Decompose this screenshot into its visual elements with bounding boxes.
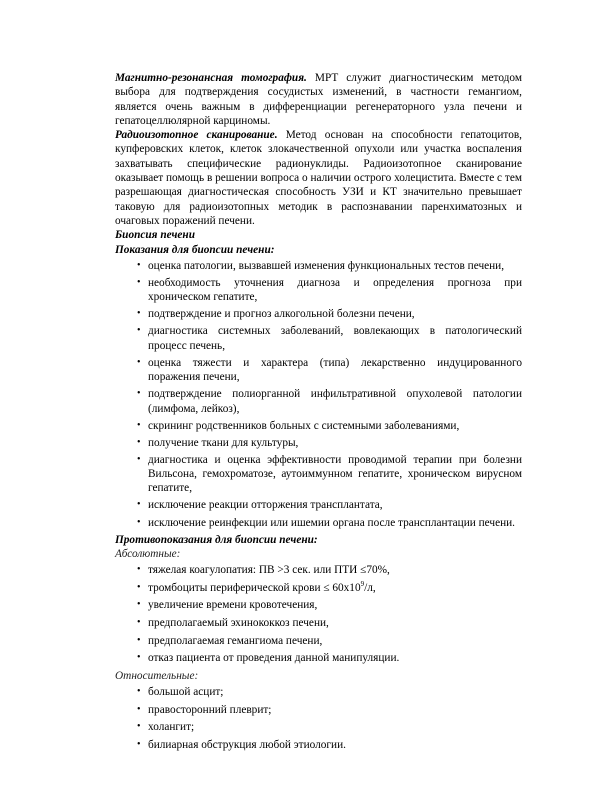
document-page xyxy=(115,71,522,756)
mri-lead: Магнитно-резонансная томография. xyxy=(115,72,307,84)
list-item: • подтверждение полиорганной инфильтративной опухолевой патологии (лимфома, лейкоз), xyxy=(137,388,522,415)
bullet-icon: • xyxy=(137,703,141,715)
bullet-icon: • xyxy=(137,738,141,750)
bullet-icon: • xyxy=(137,617,141,629)
platelets-exponent: 9 xyxy=(360,580,365,589)
list-item: • тяжелая коагулопатия: ПВ >3 сек. или ПТИ ≤70%, xyxy=(137,564,390,577)
list-item: • получение ткани для культуры, xyxy=(137,436,299,449)
relative-heading: Относительные: xyxy=(115,669,199,682)
absolute-heading: Абсолютные: xyxy=(115,547,181,560)
list-item: • увеличение времени кровотечения, xyxy=(137,599,318,612)
bullet-icon: • xyxy=(137,453,141,465)
platelets-text: тромбоциты периферической крови ≤ 60х10 xyxy=(148,581,361,594)
bullet-icon: • xyxy=(137,259,141,271)
list-item: • отказ пациента от проведения данной манипуляции. xyxy=(137,652,400,665)
bullet-icon: • xyxy=(137,599,141,611)
list-item xyxy=(137,580,522,595)
indications-heading: Показания для биопсии печени: xyxy=(115,243,275,256)
list-item: • предполагаемый эхинококкоз печени, xyxy=(137,617,329,630)
bullet-icon: • xyxy=(137,686,141,698)
list-item: • диагностика и оценка эффективности проводимой терапии при болезни Вильсона, гемохроматозе, аутоиммунном гепатите, хроническом вирусном гепатите, xyxy=(137,453,522,495)
list-item: • диагностика системных заболеваний, вовлекающих в патологический процесс печень, xyxy=(137,325,522,352)
list-item: • необходимость уточнения диагноза и определения прогноза при хроническом гепатите, xyxy=(137,276,522,304)
list-item: • исключение реакции отторжения трансплантата, xyxy=(137,499,383,512)
list-item: • большой асцит; xyxy=(137,686,224,699)
indications-list xyxy=(115,259,522,530)
bullet-icon: • xyxy=(137,634,141,646)
absolute-list xyxy=(115,563,522,665)
list-item: • предполагаемая гемангиома печени, xyxy=(137,634,323,647)
bullet-icon: • xyxy=(137,356,141,368)
list-item: • билиарная обструкция любой этиологии. xyxy=(137,738,346,751)
list-item: • холангит; xyxy=(137,721,195,734)
list-item: • правосторонний плеврит; xyxy=(137,703,272,716)
radio-text: Метод основан на способности гепатоцитов, купферовских клеток, клеток злокачественной опухоли или участка воспаления захватывать специфические радионуклиды. Радиоизотопное сканирование оказывает помощь в решении вопроса о наличии острого холецистита. Вместе с тем разрешающая диагностическая способность УЗИ и КТ значительно превышает таковую для радиоизотопных методик в распознавании паренхиматозных и очаговых поражений печени. xyxy=(115,129,522,227)
bullet-icon: • xyxy=(137,308,141,320)
bullet-icon: • xyxy=(137,436,141,448)
relative-list xyxy=(115,685,522,752)
mri-paragraph xyxy=(115,71,522,128)
list-item: • исключение реинфекции или ишемии органа после трансплантации печени. xyxy=(137,516,516,529)
mri-text: МРТ служит диагностическим методом выбора для подтверждения сосудистых изменений, в частности гемангиом, является очень важным в дифференциации регенераторного узла печени и гепатоцеллюлярной карциномы. xyxy=(115,72,522,127)
bullet-icon: • xyxy=(137,499,141,511)
contra-heading: Противопоказания для биопсии печени: xyxy=(115,533,318,546)
bullet-icon: • xyxy=(137,325,141,337)
list-item: • оценка патологии, вызвавшей изменения функциональных тестов печени, xyxy=(137,259,505,272)
radio-paragraph xyxy=(115,128,522,228)
bullet-icon: • xyxy=(137,419,141,431)
bullet-icon: • xyxy=(137,581,141,593)
bullet-icon: • xyxy=(137,516,141,528)
list-item: • подтверждение и прогноз алкогольной болезни печени, xyxy=(137,308,415,321)
bullet-icon: • xyxy=(137,388,141,400)
bullet-icon: • xyxy=(137,721,141,733)
list-item: • скрининг родственников больных с системными заболеваниями, xyxy=(137,419,460,432)
list-item: • оценка тяжести и характера (типа) лекарственно индуцированного поражения печени, xyxy=(137,356,522,384)
biopsy-heading: Биопсия печени xyxy=(115,229,195,242)
bullet-icon: • xyxy=(137,276,141,288)
platelets-tail: /л, xyxy=(364,581,376,594)
radio-lead: Радиоизотопное сканирование. xyxy=(115,129,278,142)
bullet-icon: • xyxy=(137,652,141,664)
bullet-icon: • xyxy=(137,564,141,576)
